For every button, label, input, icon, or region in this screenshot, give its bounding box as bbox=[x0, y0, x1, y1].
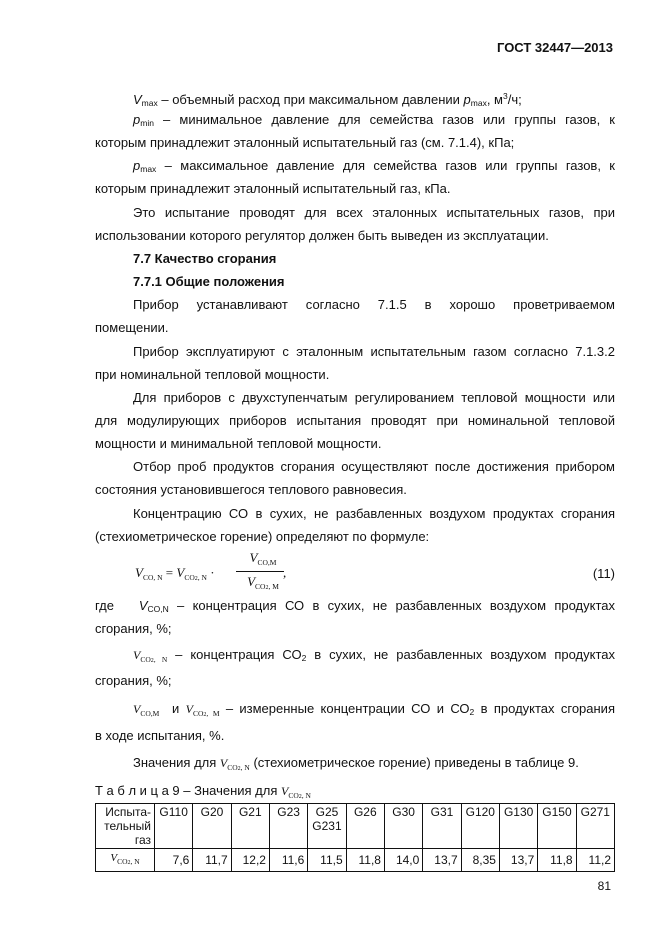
table-header-cell: G150 bbox=[538, 804, 576, 849]
def-pmax-line2: которым принадлежит эталонный испытательный газ, кПа. bbox=[95, 181, 451, 196]
def-pmin-line2: которым принадлежит эталонный испытательный газ (см. 7.1.4), кПа; bbox=[95, 135, 515, 150]
p2-line1: Прибор эксплуатируют с эталонным испытательным газом согласно 7.1.3.2 bbox=[133, 344, 615, 359]
where-line1: где $V_{CO,N}$ – концентрация СО в сухих, не разбавленных воздухом продуктах bbox=[95, 598, 615, 614]
def-pmax-line1: $p_{max}$ – максимальное давление для семейства газов или группы газов, к bbox=[133, 158, 615, 174]
formula-numerator: $V_{CO,M}$ bbox=[249, 550, 277, 567]
where2-line1: $V_{CO2, N}$ – концентрация $СО_2$ в сухих, не разбавленных воздухом продуктах bbox=[133, 647, 615, 664]
table-value-cell: 11,2 bbox=[576, 849, 614, 872]
table-value-cell: 11,8 bbox=[346, 849, 384, 872]
table-value-cell: 7,6 bbox=[155, 849, 193, 872]
p3-line2: для модулирующих приборов испытания проводят при номинальной тепловой bbox=[95, 413, 615, 428]
table-value-cell: 11,6 bbox=[269, 849, 307, 872]
page-number: 81 bbox=[597, 879, 611, 893]
where-line2: сгорания, %; bbox=[95, 621, 172, 636]
p4-line2: состояния установившегося теплового равновесия. bbox=[95, 482, 407, 497]
where2-line2: сгорания, %; bbox=[95, 673, 172, 688]
table-header-cell: G130 bbox=[499, 804, 537, 849]
table-header-cell: G23 bbox=[269, 804, 307, 849]
table-header-cell: G271 bbox=[576, 804, 614, 849]
table-9 bbox=[95, 803, 615, 872]
table-value-cell: 11,5 bbox=[308, 849, 346, 872]
equation-number: (11) bbox=[592, 566, 615, 581]
table-header-cell: G120 bbox=[461, 804, 499, 849]
table-header-cell: G20 bbox=[193, 804, 231, 849]
table-row-symbol: $V_{CO2, N}$ bbox=[96, 849, 155, 872]
table-value-cell: 12,2 bbox=[231, 849, 269, 872]
p1-line2: помещении. bbox=[95, 320, 169, 335]
table-value-cell: 8,35 bbox=[461, 849, 499, 872]
p2-line2: при номинальной тепловой мощности. bbox=[95, 367, 330, 382]
p1-line1: Прибор устанавливают согласно 7.1.5 в хорошо проветриваемом bbox=[133, 297, 615, 312]
table-value-cell: 13,7 bbox=[423, 849, 461, 872]
section-heading-7-7: 7.7 Качество сгорания bbox=[133, 251, 277, 266]
table-value-cell: 11,8 bbox=[538, 849, 576, 872]
p5-line2: (стехиометрическое горение) определяют по формуле: bbox=[95, 529, 430, 544]
table-header-cell: G110 bbox=[155, 804, 193, 849]
table-header-cell: G31 bbox=[423, 804, 461, 849]
section-heading-7-7-1: 7.7.1 Общие положения bbox=[133, 274, 285, 289]
def-pmin-line1: $p_{min}$ – минимальное давление для семейства газов или группы газов, к bbox=[133, 112, 615, 128]
table-header-cell: G26 bbox=[346, 804, 384, 849]
table-header-first: Испыта-тельный газ bbox=[96, 804, 155, 849]
formula-11: $V_{CO, N} = V_{CO2, N}$ · $V_{CO,M}$ $V_{CO2, M}$ , bbox=[135, 550, 287, 591]
where3-line1: $V_{CO,M}$ и $V_{CO2, M}$ – измеренные концентрации СО и $СО_2$ в продуктах сгорания bbox=[133, 701, 615, 718]
p3-line1: Для приборов с двухступенчатым регулированием тепловой мощности или bbox=[133, 390, 615, 405]
table-header-cell: G25 G231 bbox=[308, 804, 346, 849]
test-para-line2: использовании которого регулятор должен быть выведен из эксплуатации. bbox=[95, 228, 549, 243]
formula-denominator: $V_{CO2, M}$ bbox=[247, 574, 279, 591]
p4-line1: Отбор проб продуктов сгорания осуществляют после достижения прибором bbox=[133, 459, 615, 474]
p5-line1: Концентрацию СО в сухих, не разбавленных воздухом продуктах сгорания bbox=[133, 506, 615, 521]
document-header: ГОСТ 32447—2013 bbox=[497, 40, 613, 55]
table-header-row bbox=[96, 804, 615, 849]
table-caption: Т а б л и ц а 9 – Значения для $V_{CO2, N}$ bbox=[95, 783, 311, 800]
table-value-cell: 13,7 bbox=[499, 849, 537, 872]
fraction-bar bbox=[236, 571, 284, 572]
table-values-row bbox=[96, 849, 615, 872]
table-header-cell: G21 bbox=[231, 804, 269, 849]
where3-line2: в ходе испытания, %. bbox=[95, 728, 225, 743]
table-value-cell: 14,0 bbox=[384, 849, 422, 872]
values-sentence: Значения для $V_{CO2, N}$ (стехиометрическое горение) приведены в таблице 9. bbox=[133, 755, 579, 772]
table-header-cell: G30 bbox=[384, 804, 422, 849]
p3-line3: мощности и минимальной тепловой мощности. bbox=[95, 436, 382, 451]
table-value-cell: 11,7 bbox=[193, 849, 231, 872]
def-vmax: $V_{max}$ – объемный расход при максимальном давлении $p_{max}$, $м^3/ч$; bbox=[133, 91, 522, 108]
test-para-line1: Это испытание проводят для всех эталонных испытательных газов, при bbox=[133, 205, 615, 220]
